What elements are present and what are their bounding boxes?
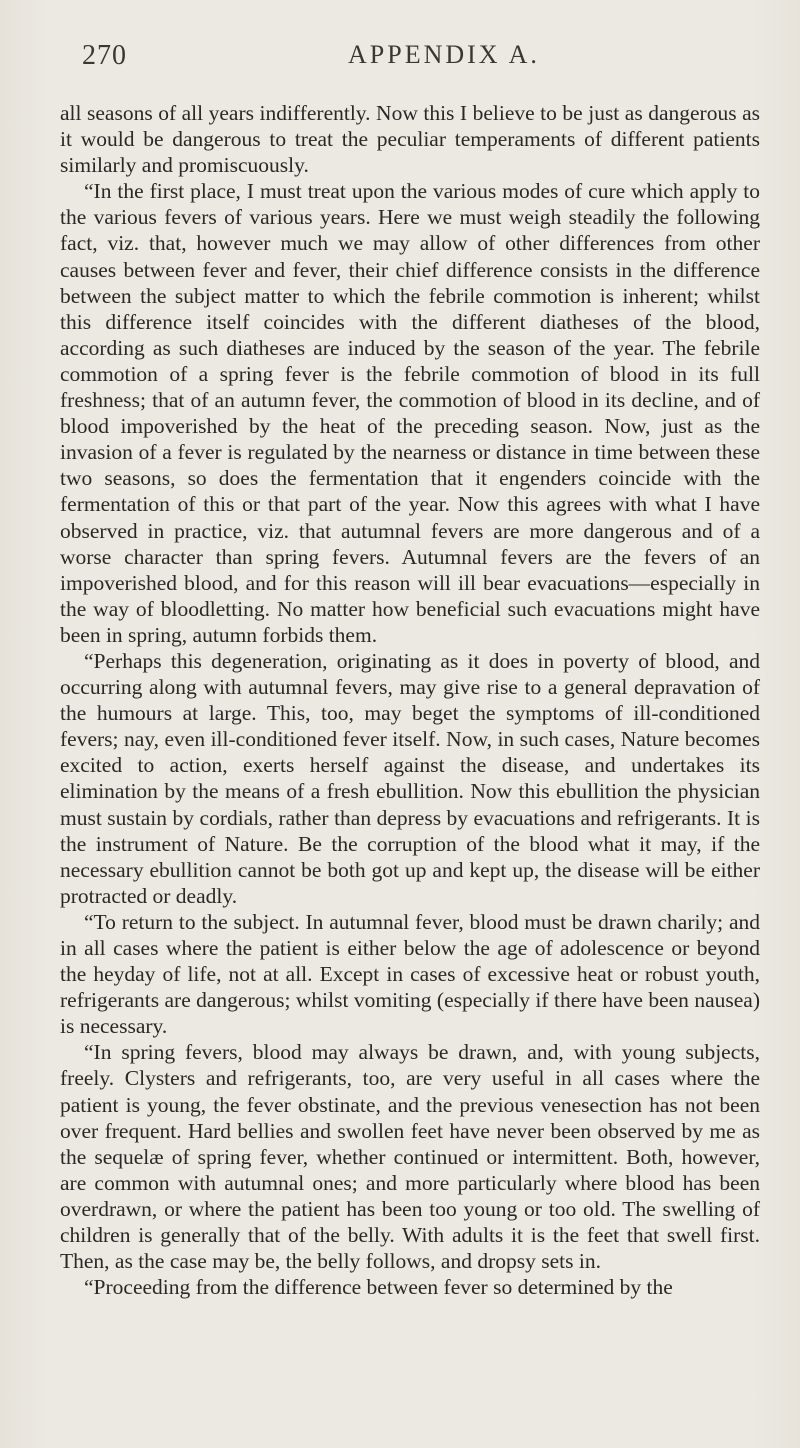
body-text (60, 100, 760, 1300)
paragraph-4: “To return to the subject. In autumnal fever, blood must be drawn charily; and in all cases where the patient is either below the age of adolescence or beyond the heyday of life, not at all. Except in cases of excessive heat or robust youth, refrigerants are dangerous; whilst vomiting (especially if there have been nausea) is necessary. (60, 909, 760, 1039)
paragraph-2: “In the first place, I must treat upon the various modes of cure which apply to the various fevers of various years. Here we must weigh steadily the following fact, viz. that, however much we may allow of other differences from other causes between fever and fever, their chief difference consists in the difference between the subject matter to which the febrile commotion is inherent; whilst this difference itself coincides with the different diatheses of the blood, according as such diatheses are induced by the season of the year. The febrile commotion of a spring fever is the febrile commotion of blood in its full freshness; that of an autumn fever, the commotion of blood in its decline, and of blood impoverished by the heat of the preceding season. Now, just as the invasion of a fever is regulated by the nearness or distance in time between these two seasons, so does the fermentation that it engenders coincide with the fermentation of this or that part of the year. Now this agrees with what I have observed in practice, viz. that autumnal fevers are more dangerous and of a worse character than spring fevers. Autumnal fevers are the fevers of an impoverished blood, and for this reason will ill bear evacuations—especially in the way of bloodletting. No matter how beneficial such evacuations might have been in spring, autumn forbids them. (60, 179, 760, 647)
paragraph-5: “In spring fevers, blood may always be drawn, and, with young subjects, freely. Clysters and refrigerants, too, are very useful in all cases where the patient is young, the fever obstinate, and the previous venesection has not been over frequent. Hard bellies and swollen feet have never been observed by me as the sequelæ of spring fever, whether continued or intermittent. Both, however, are common with autumnal ones; and more particularly where blood has been overdrawn, or where the patient has been too young or too old. The swelling of children is generally that of the belly. With adults it is the feet that swell first. Then, as the case may be, the belly follows, and dropsy sets in. (60, 1040, 760, 1274)
paragraph-1: all seasons of all years indifferently. Now this I believe to be just as dangerous as it would be dangerous to treat the peculiar temperaments of different patients similarly and promiscuously. (60, 101, 760, 178)
paragraph-3: “Perhaps this degeneration, originating as it does in poverty of blood, and occurring along with autumnal fevers, may give rise to a general depravation of the humours at large. This, too, may beget the symptoms of ill-conditioned fevers; nay, even ill-conditioned fever itself. Now, in such cases, Nature becomes excited to action, exerts herself against the disease, and undertakes its elimination by the means of a fresh ebullition. Now this ebullition the physician must sustain by cordials, rather than depress by evacuations and refrigerants. It is the instrument of Nature. Be the corruption of the blood what it may, if the necessary ebullition cannot be both got up and kept up, the disease will be either protracted or deadly. (60, 648, 760, 908)
page-number: 270 (82, 40, 127, 71)
paragraph-6: “Proceeding from the difference between fever so determined by the (84, 1275, 673, 1300)
running-head (82, 40, 762, 76)
running-title: APPENDIX A. (348, 40, 540, 69)
